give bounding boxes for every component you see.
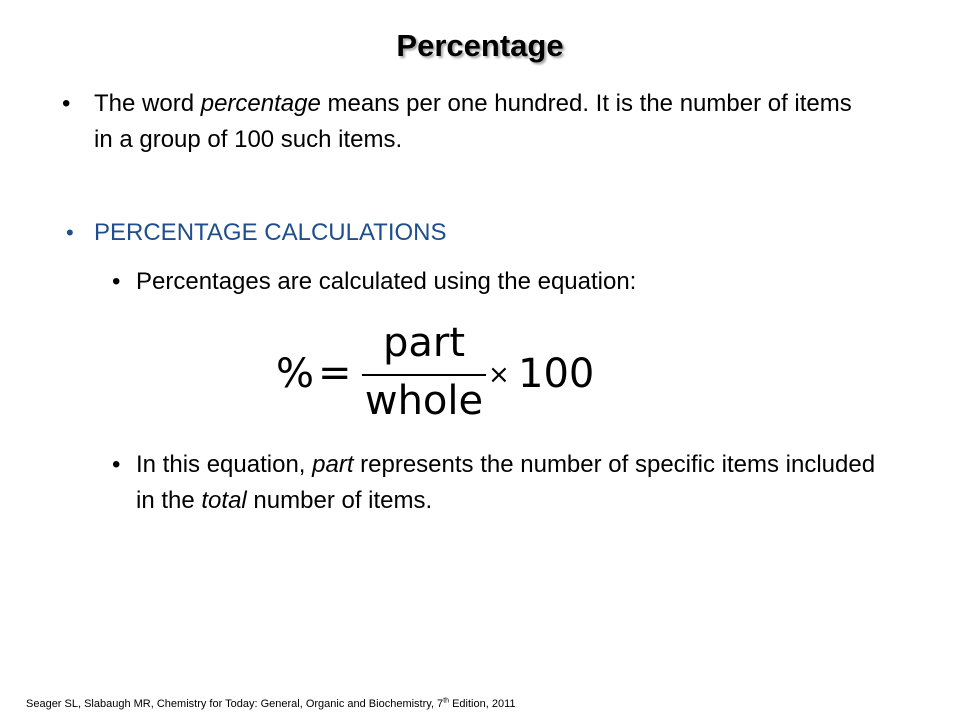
emphasis-percentage: percentage (200, 90, 321, 117)
text-run: means per one hundred. It is the number of items in a group of 100 such items. (94, 90, 852, 153)
text-run: The word (94, 90, 201, 117)
citation-superscript: th (443, 697, 450, 705)
emphasis-total: total (201, 487, 247, 514)
text-run: In this equation, (136, 451, 313, 478)
bullet-text (94, 86, 874, 158)
equation-multiplier: 100 (518, 351, 595, 397)
equation-percent-sign: % (276, 351, 315, 397)
text-run: number of items. (246, 487, 433, 514)
bullet-dot: • (112, 268, 121, 295)
equation-denominator: whole (364, 378, 484, 424)
citation-text: Seager SL, Slabaugh MR, Chemistry for Today: General, Organic and Biochemistry, 7 (26, 698, 444, 710)
bullet-dot: • (66, 220, 74, 245)
bullet-dot: • (62, 90, 71, 117)
slide-title: Percentage (396, 28, 564, 63)
bullet-dot: • (112, 451, 121, 478)
source-citation (26, 697, 516, 711)
equation-numerator: part (382, 320, 466, 366)
text-run: represents the number of specific items included in the (136, 451, 876, 514)
percentage-equation (276, 320, 606, 426)
equation-times-sign: × (488, 360, 510, 390)
emphasis-part: part (312, 451, 354, 478)
equation-equals-sign: = (318, 350, 352, 396)
bullet-text: Percentages are calculated using the equation: (136, 268, 637, 295)
equation-fraction-bar (362, 374, 486, 376)
bullet-text (136, 447, 876, 519)
subheading-text: PERCENTAGE CALCULATIONS (94, 219, 447, 246)
citation-text-end: Edition, 2011 (449, 698, 516, 710)
